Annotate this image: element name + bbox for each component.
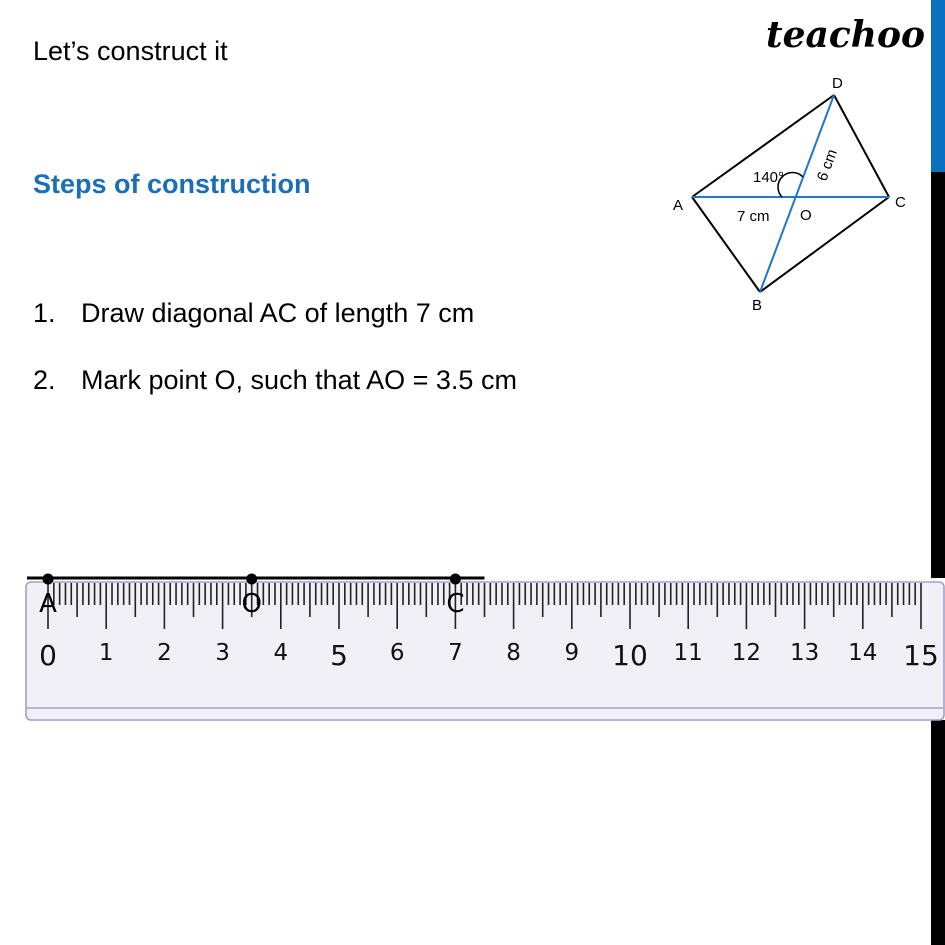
ruler-number: 2 <box>157 640 172 666</box>
point-dot-icon <box>43 574 54 585</box>
ruler-number: 11 <box>673 640 703 666</box>
ruler-number: 13 <box>789 640 820 666</box>
vertex-label-o: O <box>800 207 812 224</box>
vertex-label-d: D <box>832 75 843 92</box>
angle-label: 140° <box>753 169 785 186</box>
ruler-number: 3 <box>215 640 230 666</box>
point-label: A <box>39 589 57 619</box>
point-label: C <box>446 589 465 619</box>
ruler-number: 10 <box>612 639 648 672</box>
vertex-label-a: A <box>673 197 684 214</box>
point-label: O <box>241 589 262 619</box>
step-text: Draw diagonal AC of length 7 cm <box>81 298 475 328</box>
vertex-label-b: B <box>752 297 763 314</box>
ruler-number: 15 <box>903 639 939 672</box>
ruler-number: 6 <box>389 640 405 666</box>
bd-length-label: 6 cm <box>813 146 841 184</box>
step-number: 1. <box>33 298 56 328</box>
ruler-number: 9 <box>564 640 580 666</box>
step-text: Mark point O, such that AO = 3.5 cm <box>81 365 517 395</box>
point-dot-icon <box>450 574 461 585</box>
ruler-number: 14 <box>848 640 878 666</box>
ruler-number: 4 <box>273 640 289 666</box>
ruler-number: 5 <box>330 639 348 672</box>
intro-text: Let’s construct it <box>33 36 228 66</box>
point-dot-icon <box>246 574 257 585</box>
vertex-label-c: C <box>895 194 906 211</box>
ruler-number: 8 <box>506 640 521 666</box>
ruler-number: 0 <box>39 639 57 672</box>
teachoo-logo: teachoo <box>766 14 925 56</box>
step-number: 2. <box>33 365 56 395</box>
ruler-number: 1 <box>98 640 114 666</box>
ruler-number: 7 <box>448 640 463 666</box>
ac-length-label: 7 cm <box>737 208 770 225</box>
steps-heading: Steps of construction <box>33 169 311 199</box>
ruler-number: 12 <box>731 640 762 666</box>
